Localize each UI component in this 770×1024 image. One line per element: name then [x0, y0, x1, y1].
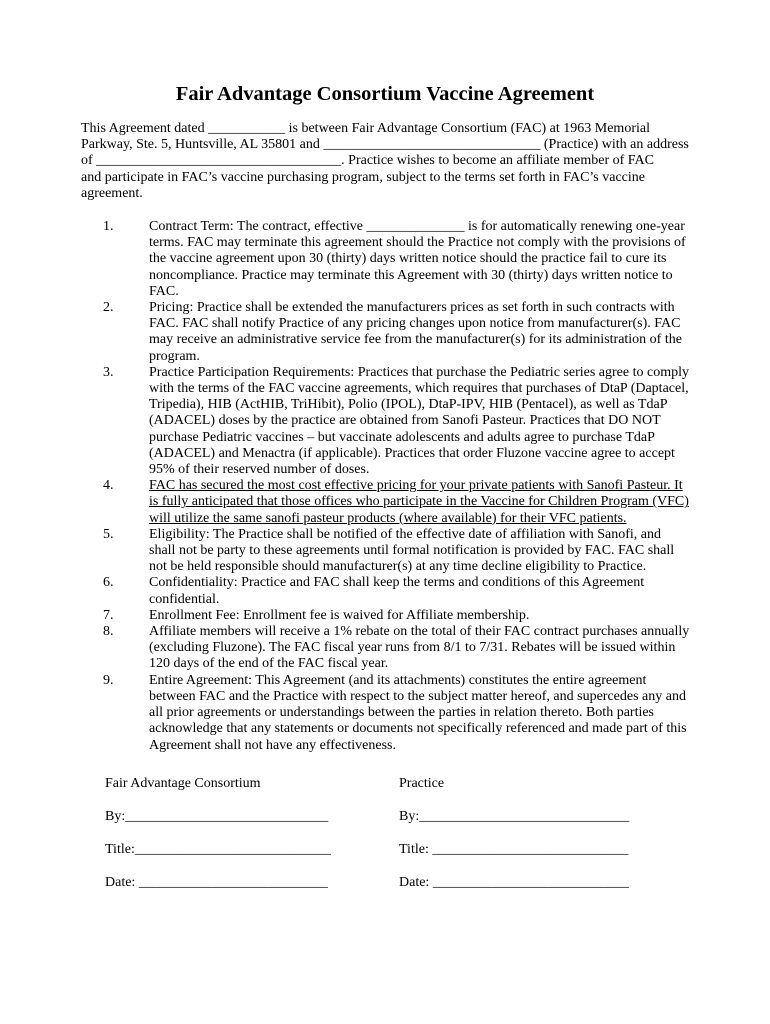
term-line: Eligibility: The Practice shall be notified of the effective date of affiliation with Sanofi, and [149, 526, 662, 542]
term-item [81, 608, 691, 624]
intro-line: agreement. [81, 185, 143, 201]
document-title: Fair Advantage Consortium Vaccine Agreement [175, 83, 595, 105]
term-item [81, 300, 691, 365]
term-line: may receive an administrative service fee from the manufacturer(s) for its administration of the [149, 332, 682, 348]
term-line: is fully anticipated that those offices who participate in the Vaccine for Children Program (VFC) [149, 494, 689, 510]
term-line: between FAC and the Practice with respect to the subject matter hereof, and supercedes any and [149, 688, 686, 704]
term-item [81, 673, 691, 754]
term-number: 4. [103, 478, 114, 494]
term-line: all prior agreements or understandings between the parties in relation thereto. Both parties [149, 705, 655, 721]
term-number: 5. [103, 526, 114, 542]
intro-line: This Agreement dated ___________ is between Fair Advantage Consortium (FAC) at 1963 Memorial [81, 121, 650, 136]
term-number: 8. [103, 624, 114, 640]
term-item [81, 365, 691, 478]
term-number: 6. [103, 575, 114, 591]
term-line: not be held responsible should manufacturer(s) at any time decline eligibility to Practice. [149, 559, 647, 575]
term-line: Enrollment Fee: Enrollment fee is waived for Affiliate membership. [149, 607, 530, 623]
intro-line: of ___________________________________. Practice wishes to become an affiliate member of FAC [81, 153, 654, 169]
intro-line: Parkway, Ste. 5, Huntsville, AL 35801 and _______________________________ (Practice) with an address [81, 137, 689, 153]
right-party-label: Practice [399, 776, 445, 791]
terms-list [81, 219, 691, 754]
term-line: Contract Term: The contract, effective ______________ is for automatically renewing one-year [149, 219, 685, 234]
term-number: 2. [103, 300, 114, 316]
term-line: (excluding Fluzone). The FAC fiscal year runs from 8/1 to 7/31. Rebates will be issued within [149, 640, 676, 656]
right-by-field[interactable]: By:______________________________ [399, 809, 630, 824]
term-line: Agreement shall not have any effectiveness. [149, 737, 396, 753]
right-date-field[interactable]: Date: ____________________________ [399, 875, 629, 890]
left-by-field[interactable]: By:_____________________________ [105, 809, 329, 824]
term-line: program. [149, 348, 200, 364]
term-line: 120 days of the end of the FAC fiscal year. [149, 656, 389, 672]
left-date-field[interactable]: Date: ___________________________ [105, 875, 328, 890]
term-line: will utilize the same sanofi pasteur products (where available) for their VFC patients. [149, 510, 627, 526]
term-line: Tripedia), HIB (ActHIB, TriHibit), Polio (IPOL), DtaP-IPV, HIB (Pentacel), as well as TdaP [149, 397, 668, 413]
term-line: the vaccine agreement upon 30 (thirty) days written notice should the practice fail to cure its [149, 251, 667, 267]
term-line: purchase Pediatric vaccines – but vaccinate adolescents and adults agree to purchase TdaP [149, 429, 655, 445]
term-line: Practice Participation Requirements: Practices that purchase the Pediatric series agree to comply [149, 364, 689, 380]
term-line: terms. FAC may terminate this agreement should the Practice not comply with the provisions of [149, 235, 686, 251]
left-title-field[interactable]: Title:____________________________ [105, 842, 331, 857]
term-item [81, 624, 691, 673]
term-line: Entire Agreement: This Agreement (and its attachments) constitutes the entire agreement [149, 672, 647, 688]
term-line: acknowledge that any statements or documents not specifically referenced and made part of this [149, 721, 687, 737]
left-party-label: Fair Advantage Consortium [105, 776, 261, 791]
term-line: FAC. [149, 283, 179, 299]
term-number: 1. [103, 219, 114, 234]
term-line: FAC. FAC shall notify Practice of any pricing changes upon notice from manufacturer(s). FAC [149, 316, 681, 332]
term-line: (ADACEL) doses by the practice are obtained from Sanofi Pasteur. Practices that DO NOT [149, 413, 661, 429]
term-number: 3. [103, 364, 114, 380]
term-item [81, 575, 691, 607]
intro-paragraph [81, 121, 691, 202]
term-item [81, 478, 691, 527]
term-line: confidential. [149, 591, 220, 607]
term-line: Confidentiality: Practice and FAC shall keep the terms and conditions of this Agreement [149, 575, 645, 591]
term-line: FAC has secured the most cost effective pricing for your private patients with Sanofi Pasteur. It [149, 478, 683, 494]
term-line: (ADACEL) and Menactra (if applicable). Practices that order Fluzone vaccine agree to accept [149, 445, 675, 461]
term-line: with the terms of the FAC vaccine agreements, which requires that purchases of DtaP (Daptacel, [149, 381, 689, 397]
term-number: 7. [103, 607, 114, 623]
term-item [81, 219, 691, 300]
term-line: 95% of their reserved number of doses. [149, 462, 370, 478]
term-number: 9. [103, 672, 114, 688]
term-line: Affiliate members will receive a 1% rebate on the total of their FAC contract purchases annually [149, 624, 690, 640]
intro-line: and participate in FAC’s vaccine purchasing program, subject to the terms set forth in FAC’s vaccine [81, 169, 645, 185]
right-title-field[interactable]: Title: ____________________________ [399, 842, 629, 857]
term-item [81, 527, 691, 576]
term-line: shall not be party to these agreements until formal notification is provided by FAC. FAC shall [149, 543, 675, 559]
term-line: noncompliance. Practice may terminate this Agreement with 30 (thirty) days written notice to [149, 267, 673, 283]
term-line: Pricing: Practice shall be extended the manufacturers prices as set forth in such contracts with [149, 300, 675, 316]
